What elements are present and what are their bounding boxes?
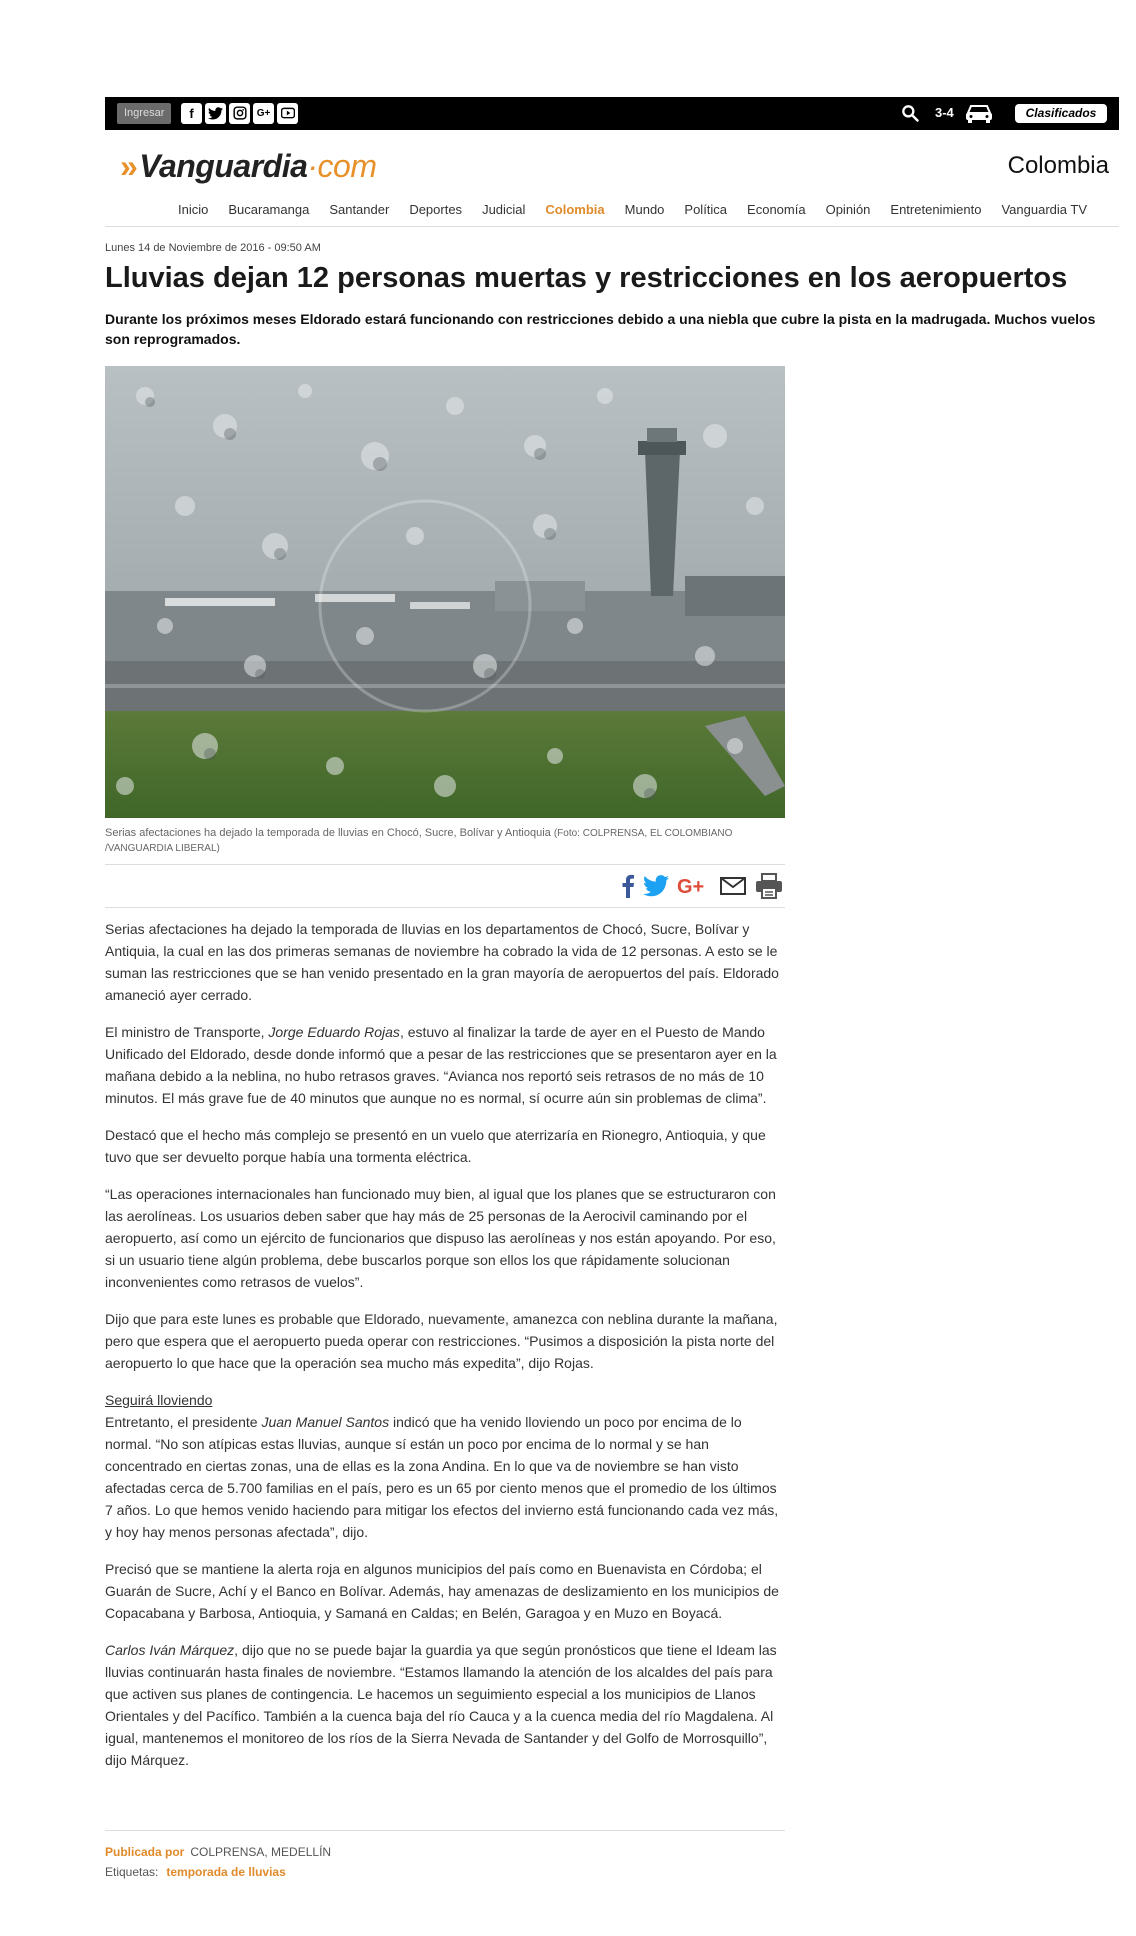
person-name: Juan Manuel Santos: [261, 1414, 390, 1430]
subheading: Seguirá lloviendo: [105, 1392, 213, 1408]
paragraph: Dijo que para este lunes es probable que Eldorado, nuevamente, amanezca con neblina durante la mañana, pero que espera que el aeropuerto pueda operar con restricciones. “Pusimos a disposición la pista norte del aeropuerto lo que hace que la operación sea mucho más expedita”, dijo Rojas.: [105, 1311, 778, 1371]
nav-item-colombia[interactable]: Colombia: [545, 202, 605, 217]
photo-caption: [105, 826, 785, 856]
social-links: [181, 103, 298, 124]
paragraph: Destacó que el hecho más complejo se presentó en un vuelo que aterrizaría en Rionegro, Antioquia, y que tuvo que ser devuelto porque había una tormenta eléctrica.: [105, 1127, 766, 1165]
person-name: Carlos Iván Márquez: [105, 1642, 235, 1658]
logo-chevron-icon: »: [120, 148, 138, 184]
top-bar: [105, 97, 1119, 130]
svg-text:G+: G+: [677, 876, 705, 897]
nav-item-politica[interactable]: Política: [684, 202, 728, 217]
site-logo[interactable]: »Vanguardia·com: [120, 148, 377, 184]
nav-item-entretenimiento[interactable]: Entretenimiento: [890, 202, 982, 217]
google-plus-icon[interactable]: G+: [253, 103, 274, 124]
article-lead: Durante los próximos meses Eldorado estará funcionando con restricciones debido a una niebla que cubre la pista en la madrugada. Muchos vuelos son reprogramados.: [105, 311, 1096, 347]
google-plus-share-icon[interactable]: [677, 875, 711, 897]
paragraph: Seguirá lloviendo Entretanto, el presidente Juan Manuel Santos indicó que ha venido lloviendo un poco por encima de lo normal. “No son atípicas estas lluvias, aunque sí están un poco por encima de lo normal y se han concentrado en ciertas zonas, una de ellas es la zona Andina. En lo que va de noviembre se han visto afectadas cerca de 5.700 familias en el país, pero es un 65 por ciento menos que el promedio de los últimos 7 años. Lo que hemos venido haciendo para mitigar los efectos del invierno está funcionando cada vez más, y hoy hay menos personas afectada”, dijo.: [105, 1392, 779, 1540]
section-title: Colombia: [1007, 152, 1109, 179]
facebook-share-icon[interactable]: [621, 874, 635, 898]
share-bar: [105, 864, 785, 908]
nav-item-deportes[interactable]: Deportes: [409, 202, 463, 217]
paragraph: El ministro de Transporte, Jorge Eduardo Rojas, estuvo al finalizar la tarde de ayer en el Puesto de Mando Unificado del Eldorado, desde donde informó que a pesar de las restricciones que se presentaron ayer en la mañana debido a la neblina, no hubo retrasos graves. “Avianca nos reportó seis retrasos de no más de 10 minutos. El más grave fue de 40 minutos que aunque no es normal, sí ocurre aún sin problemas de clima”.: [105, 1024, 777, 1106]
nav-item-bucaramanga[interactable]: Bucaramanga: [228, 202, 310, 217]
instagram-icon[interactable]: [229, 103, 250, 124]
paragraph: Carlos Iván Márquez, dijo que no se puede bajar la guardia ya que según pronósticos que tiene el Ideam las lluvias continuarán hasta finales de noviembre. “Estamos llamando la atención de los alcaldes del país para que activen sus planes de contingencia. Le hacemos un seguimiento especial a los municipios de Llanos Orientales y del Pacífico. También a la cuenca baja del río Cauca y a la cuenca media del río Magdalena. Al igual, mantenemos el monitoreo de los ríos de la Sierra Nevada de Santander y del Golfo de Morrosquillo”, dijo Márquez.: [105, 1642, 777, 1768]
nav-item-inicio[interactable]: Inicio: [178, 202, 209, 217]
person-name: Jorge Eduardo Rojas: [268, 1024, 400, 1040]
print-icon[interactable]: [755, 873, 783, 899]
car-icon[interactable]: [963, 101, 995, 125]
article-body: [105, 918, 785, 1786]
nav-item-economia[interactable]: Economía: [747, 202, 806, 217]
nav-item-vanguardia-tv[interactable]: Vanguardia TV: [1001, 202, 1087, 217]
article-meta: [105, 1830, 785, 1885]
article-date: Lunes 14 de Noviembre de 2016 - 09:50 AM: [105, 242, 321, 254]
photo-credit: (Foto: COLPRENSA, EL COLOMBIANO /VANGUARDIA LIBERAL): [105, 828, 733, 854]
tags-row: Etiquetas: temporada de lluvias: [105, 1865, 286, 1879]
paragraph: Precisó que se mantiene la alerta roja en algunos municipios del país como en Buenavista en Córdoba; el Guarán de Sucre, Achí y el Banco en Bolívar. Además, hay amenazas de deslizamiento en los municipios de Copacabana y Barbosa, Antioquia, y Samaná en Caldas; en Belén, Garagoa y en Muzo en Boyacá.: [105, 1561, 779, 1621]
main-nav: [105, 196, 1119, 227]
twitter-icon[interactable]: [205, 103, 226, 124]
paragraph: Serias afectaciones ha dejado la temporada de lluvias en los departamentos de Chocó, Sucre, Bolívar y Antiquia, la cual en las dos primeras semanas de noviembre ha cobrado la vida de 12 personas. A esto se le suman las restricciones que se han venido presentado en la gran mayoría de aeropuertos del país. Eldorado amaneció ayer cerrado.: [105, 921, 779, 1003]
classifieds-button[interactable]: Clasificados: [1015, 104, 1107, 123]
search-icon[interactable]: [900, 103, 920, 123]
article-photo: [105, 366, 785, 818]
paragraph: “Las operaciones internacionales han funcionado muy bien, al igual que los planes que se estructuraron con las aerolíneas. Los usuarios deben saber que hay más de 25 personas de la Aerocivil caminando por el aeropuerto, así como un ejército de funcionarios que dispuso las aerolíneas y nos están apoyando. Por eso, si un usuario tiene algún problema, debe buscarlos porque son ellos los que rápidamente solucionan inconvenientes como retrasos de vuelos”.: [105, 1186, 776, 1290]
login-button[interactable]: Ingresar: [117, 103, 171, 124]
twitter-share-icon[interactable]: [643, 875, 669, 897]
caption-text: Serias afectaciones ha dejado la temporada de lluvias en Chocó, Sucre, Bolívar y Antioquia: [105, 827, 551, 839]
nav-item-mundo[interactable]: Mundo: [624, 202, 665, 217]
youtube-icon[interactable]: [277, 103, 298, 124]
nav-item-opinion[interactable]: Opinión: [825, 202, 871, 217]
published-by: Publicada por COLPRENSA, MEDELLÍN: [105, 1845, 332, 1859]
traffic-restriction[interactable]: 3-4: [935, 105, 954, 120]
nav-item-santander[interactable]: Santander: [329, 202, 390, 217]
facebook-icon[interactable]: f: [181, 103, 202, 124]
author: COLPRENSA, MEDELLÍN: [190, 1845, 332, 1859]
email-share-icon[interactable]: [719, 875, 747, 897]
tag-link[interactable]: temporada de lluvias: [166, 1865, 286, 1879]
article-title: Lluvias dejan 12 personas muertas y restricciones en los aeropuertos: [105, 262, 1068, 294]
nav-item-judicial[interactable]: Judicial: [482, 202, 526, 217]
